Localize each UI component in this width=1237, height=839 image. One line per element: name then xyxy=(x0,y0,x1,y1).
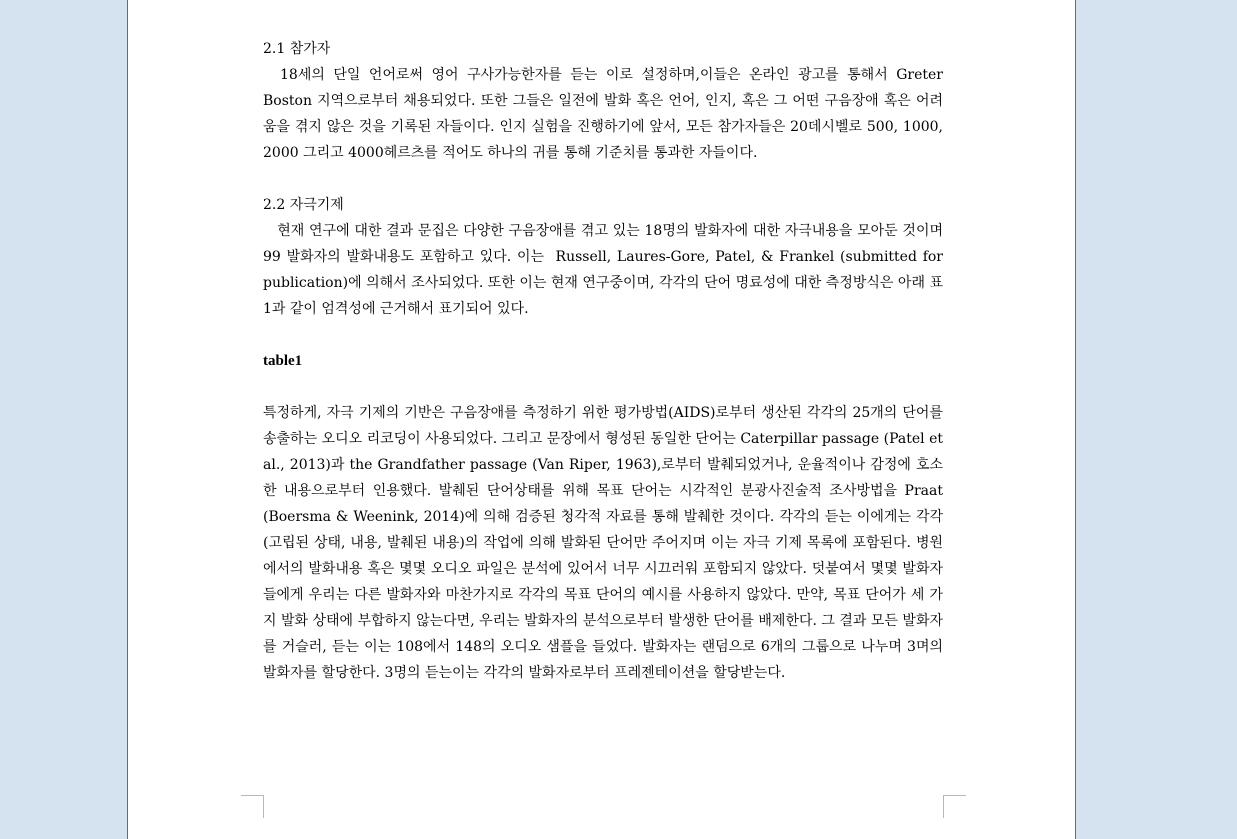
paragraph-spacer xyxy=(263,374,943,400)
document-page xyxy=(127,0,1076,839)
paragraph-stimuli-details: 특정하게, 자극 기제의 기반은 구음장애를 측정하기 위한 평가방법(AIDS)로부터 생산된 각각의 25개의 단어를 송출하는 오디오 리코딩이 사용되었다. 그리고 문장에서 형성된 동일한 단어는 Caterpillar passage (Patel et al., 2013)과 the Grandfather passage (Van Riper, 1963),로부터 발췌되었거나, 운율적이나 감정에 호소한 내용으로부터 인용했다. 발췌된 단어상태를 위해 목표 단어는 시각적인 분광사진술적 조사방법을 Praat (Boersma & Weenink, 2014)에 의해 검증된 청각적 자료를 통해 발췌한 것이다. 각각의 듣는 이에게는 각각(고립된 상태, 내용, 발췌된 내용)의 작업에 의해 발화된 단어만 주어지며 이는 자극 기제 목록에 포함된다. 병원에서의 발화내용 혹은 몇몇 오디오 파일은 분석에 있어서 너무 시끄러워 포함되지 않았다. 덧붙여서 몇몇 발화자들에게 우리는 다른 발화자와 마찬가지로 각각의 목표 단어의 예시를 사용하지 않았다. 만약, 목표 단어가 세 가지 발화 상태에 부합하지 않는다면, 우리는 발화자의 분석으로부터 발생한 단어를 배제한다. 그 결과 모든 발화자를 거슬러, 듣는 이는 108에서 148의 오디오 샘플을 들었다. 발화자는 랜덤으로 6개의 그룹으로 나누며 3며의 발화자를 할당한다. 3명의 듣는이는 각각의 발화자로부터 프레젠테이션을 할당받는다. xyxy=(263,405,943,681)
margin-corner-mark-right xyxy=(943,795,966,818)
paragraph-stimuli: 현재 연구에 대한 결과 문집은 다양한 구음장애를 겪고 있는 18명의 발화자에 대한 자극내용을 모아둔 것이며 99 발화자의 발화내용도 포함하고 있다. 이는 Russell, Laures-Gore, Patel, & Frankel (submitted for publication)에 의해서 조사되었다. 또한 이는 현재 연구중이며, 각각의 단어 명료성에 대한 측정방식은 아래 표1과 같이 엄격성에 근거해서 표기되어 있다. xyxy=(263,223,948,317)
margin-corner-mark-left xyxy=(241,795,264,818)
document-body[interactable] xyxy=(263,36,948,686)
paragraph-spacer xyxy=(263,322,943,348)
paragraph-participants: 18세의 단일 언어로써 영어 구사가능한자를 듣는 이로 설정하며,이들은 온라인 광고를 통해서 Greter Boston 지역으로부터 채용되었다. 또한 그들은 일전에 발화 혹은 언어, 인지, 혹은 그 어떤 구음장애 혹은 어려움을 겪지 않은 것을 기록된 자들이다. 인지 실험을 진행하기에 앞서, 모든 참가자들은 20데시벨로 500, 1000, 2000 그리고 4000헤르츠를 적어도 하나의 귀를 통해 기준치를 통과한 자들이다. xyxy=(263,67,948,161)
section-heading-stimuli: 2.2 자극기제 xyxy=(263,197,344,213)
paragraph-spacer xyxy=(263,166,943,192)
table-caption: table1 xyxy=(263,353,303,369)
section-heading-participants: 2.1 참가자 xyxy=(263,41,331,57)
